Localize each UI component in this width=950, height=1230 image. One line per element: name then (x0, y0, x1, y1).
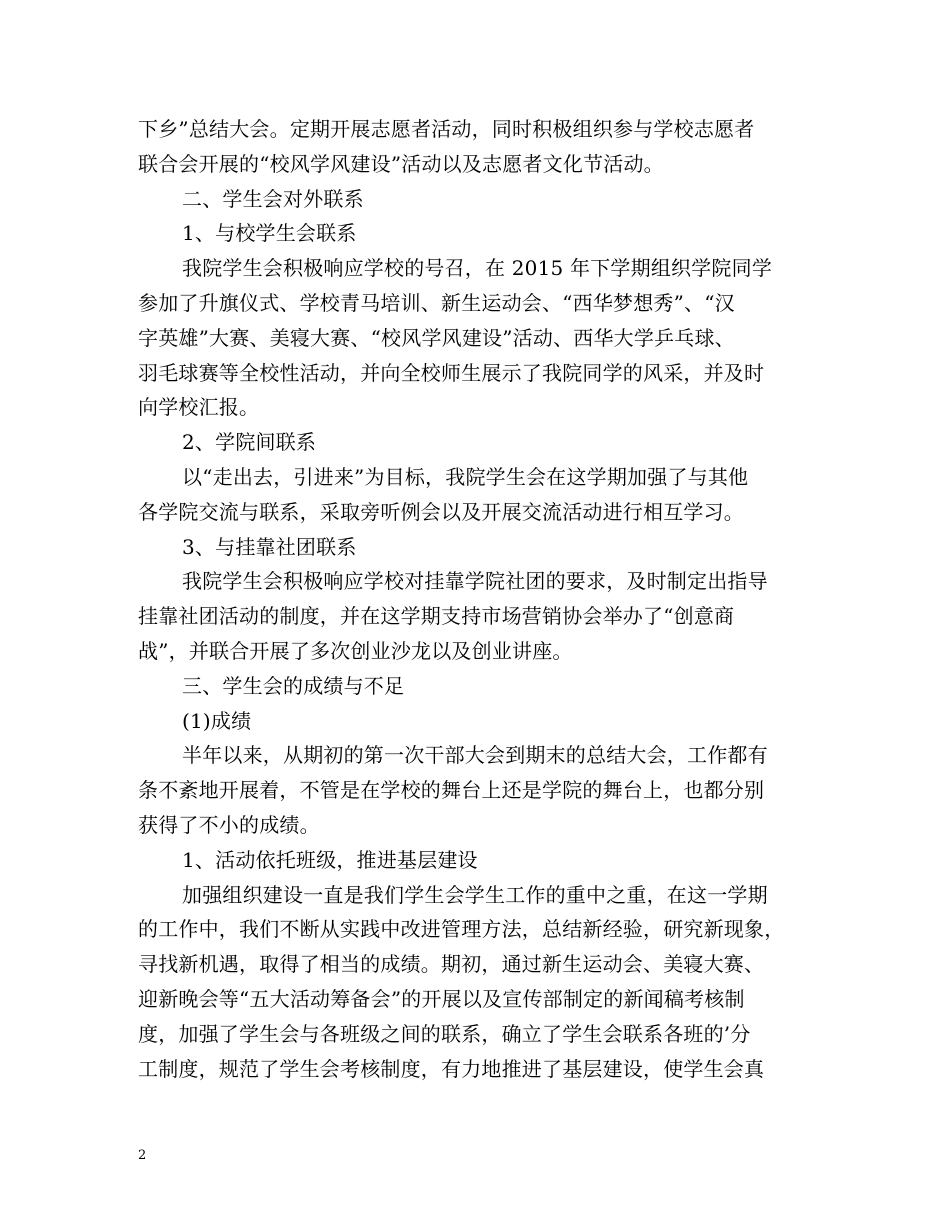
text-line: 羽毛球赛等全校性活动，并向全校师生展示了我院同学的风采，并及时 (138, 360, 765, 385)
text-line: 寻找新机遇，取得了相当的成绩。期初，通过新生运动会、美寝大赛、 (138, 952, 765, 977)
text-line: 条不紊地开展着，不管是在学校的舞台上还是学院的舞台上，也都分别 (138, 778, 765, 803)
text-line: 参加了升旗仪式、学校青马培训、新生运动会、“西华梦想秀”、“汉 (138, 290, 735, 315)
text-line: 加强组织建设一直是我们学生会学生工作的重中之重，在这一学期 (182, 882, 768, 907)
page-number: 2 (138, 1148, 147, 1163)
text-line: 1、与校学生会联系 (182, 221, 357, 246)
text-line: 度，加强了学生会与各班级之间的联系，确立了学生会联系各班的’分 (138, 1021, 751, 1046)
text-line: 二、学生会对外联系 (182, 186, 364, 211)
text-line: 工制度，规范了学生会考核制度，有力地推进了基层建设，使学生会真 (138, 1056, 765, 1081)
text-line: 以“走出去，引进来”为目标，我院学生会在这学期加强了与其他 (182, 464, 749, 489)
text-line: 3、与挂靠社团联系 (182, 534, 357, 559)
text-line: 下乡”总结大会。定期开展志愿者活动，同时积极组织参与学校志愿者 (138, 117, 755, 141)
text-line: 迎新晚会等“五大活动筹备会”的开展以及宣传部制定的新闻稿考核制 (138, 986, 745, 1011)
text-line: 我院学生会积极响应学校对挂靠学院社团的要求，及时制定出指导 (182, 569, 768, 594)
text-line: 战”，并联合开展了多次创业沙龙以及创业讲座。 (138, 638, 573, 663)
text-line: 三、学生会的成绩与不足 (182, 673, 405, 698)
text-line: 半年以来，从期初的第一次干部大会到期末的总结大会，工作都有 (182, 743, 768, 768)
text-line: 各学院交流与联系，采取旁听例会以及开展交流活动进行相互学习。 (138, 499, 744, 524)
text-line: 挂靠社团活动的制度，并在这学期支持市场营销协会举办了“创意商 (138, 604, 735, 629)
text-line: (1)成绩 (182, 708, 252, 733)
text-line: 2、学院间联系 (182, 430, 317, 455)
document-body (138, 112, 818, 1086)
text-line: 的工作中，我们不断从实践中改进管理方法，总结新经验，研究新现象， (138, 917, 785, 942)
text-line: 1、活动依托班级，推进基层建设 (182, 847, 478, 872)
text-line: 字英雄”大赛、美寝大赛、“校风学风建设”活动、西华大学乒乓球、 (138, 325, 735, 350)
text-line: 我院学生会积极响应学校的号召，在 2015 年下学期组织学院同学 (182, 256, 773, 281)
text-line: 获得了不小的成绩。 (138, 812, 320, 837)
text-line: 向学校汇报。 (138, 395, 260, 420)
text-line: 联合会开展的“校风学风建设”活动以及志愿者文化节活动。 (138, 151, 664, 176)
